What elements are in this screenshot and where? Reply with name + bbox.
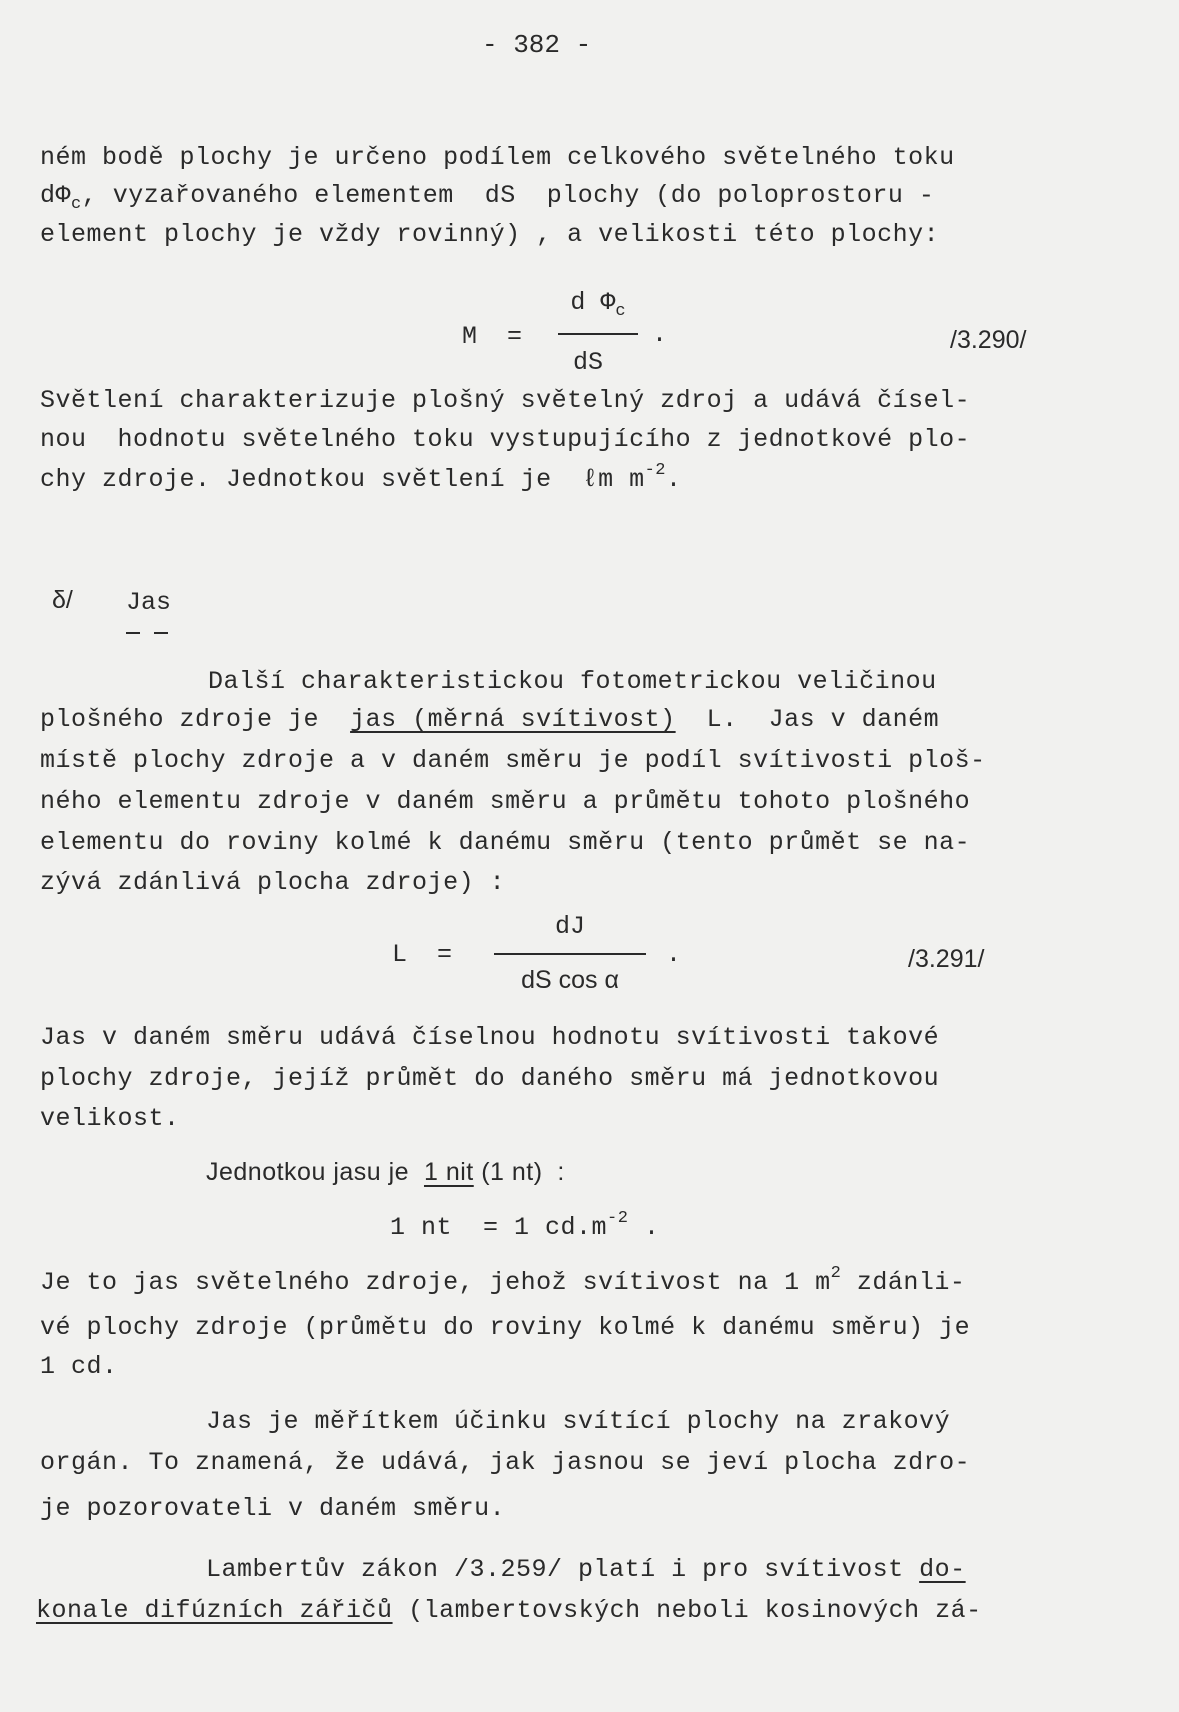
eq291-numerator: dJ — [554, 912, 585, 941]
para3-line4: ného elementu zdroje v daném směru a průmětu tohoto plošného — [40, 787, 971, 816]
unit-definition-end: . — [628, 1213, 660, 1242]
unit-definition — [390, 1209, 660, 1242]
term-jas: jas (měrná svítivost) — [350, 705, 676, 734]
eq291-dot: . — [666, 940, 682, 969]
para5-line1-text: Je to jas světelného zdroje, jehož svítivost na 1 m — [40, 1268, 831, 1297]
term-difuznich-zaricu: konale difúzních zářičů — [36, 1596, 393, 1625]
para3-line5: elementu do roviny kolmé k danému směru (tento průmět se na- — [40, 828, 971, 857]
para7-line2-end: (lambertovských neboli kosinových zá- — [392, 1596, 982, 1625]
section-marker: δ/ — [52, 586, 73, 614]
para4-line1: Jas v daném směru udává číselnou hodnotu svítivosti takové — [40, 1023, 940, 1052]
eq290-numerator — [548, 288, 648, 321]
para7-line1 — [206, 1555, 966, 1584]
section-title: Jas — [126, 588, 172, 617]
term-dokonale: do- — [919, 1555, 966, 1584]
para5-exponent: 2 — [830, 1264, 842, 1283]
unit-line-text: Jednotkou jasu je — [206, 1158, 424, 1186]
section-title-dash-1 — [126, 632, 140, 634]
para6-line2: orgán. To znamená, že udává, jak jasnou se jeví plocha zdro- — [40, 1448, 971, 1477]
eq290-lhs: M = — [462, 322, 523, 351]
para3-line2-end: L. Jas v daném — [675, 705, 940, 734]
eq291-denominator: dS cos α — [521, 966, 619, 994]
unit-line-end: (1 nt) : — [473, 1158, 565, 1186]
para1-line2 — [40, 181, 935, 214]
eq291-lhs: L = — [392, 940, 453, 969]
para7-line2 — [36, 1596, 982, 1625]
para7-line1-text: Lambertův zákon /3.259/ platí i pro svítivost — [206, 1555, 920, 1584]
eq291-fraction-bar — [494, 953, 646, 955]
para2-exponent: -2 — [644, 461, 667, 480]
para5-line1 — [40, 1264, 966, 1297]
para1-line3: element plochy je vždy rovinný) , a velikosti této plochy: — [40, 220, 940, 249]
para4-line3: velikost. — [40, 1104, 180, 1133]
para1-line1: ném bodě plochy je určeno podílem celkového světelného toku — [40, 143, 955, 172]
eq290-numerator-sub: c — [615, 302, 626, 321]
para3-line6: zývá zdánlivá plocha zdroje) : — [40, 868, 506, 897]
eq290-fraction-bar — [558, 333, 638, 335]
para2-line1: Světlení charakterizuje plošný světelný zdroj a udává čísel- — [40, 386, 971, 415]
unit-exponent: -2 — [607, 1209, 629, 1228]
eq290-numerator-text: d Φ — [570, 288, 616, 317]
para3-line3: místě plochy zdroje a v daném směru je podíl svítivosti ploš- — [40, 746, 986, 775]
eq290-denominator: dS — [572, 348, 603, 377]
para5-line2: vé plochy zdroje (průmětu do roviny kolmé k danému směru) je — [40, 1313, 971, 1342]
para5-line1-end: zdánli- — [841, 1268, 966, 1297]
para3-line2 — [40, 705, 939, 734]
para3-line2-text: plošného zdroje je — [40, 705, 351, 734]
para2-line3 — [40, 461, 682, 494]
para3-line1: Další charakteristickou fotometrickou veličinou — [208, 667, 937, 696]
para4-line2: plochy zdroje, jejíž průmět do daného směru má jednotkovou — [40, 1064, 940, 1093]
eq290-number: /3.290/ — [950, 326, 1027, 354]
para5-line3: 1 cd. — [40, 1352, 118, 1381]
para6-line3: je pozorovateli v daném směru. — [40, 1494, 506, 1523]
unit-definition-text: 1 nt = 1 cd.m — [390, 1213, 608, 1242]
unit-nit: 1 nit — [423, 1158, 474, 1186]
phi-symbol: dΦ — [40, 181, 72, 210]
para6-line1: Jas je měřítkem účinku svítící plochy na zrakový — [206, 1407, 951, 1436]
section-title-dash-2 — [154, 632, 168, 634]
page-number: - 382 - — [482, 30, 592, 60]
para2-line3-end: . — [666, 465, 682, 494]
para1-line2-text: , vyzařovaného elementem dS plochy (do poloprostoru - — [81, 181, 935, 210]
eq291-number: /3.291/ — [908, 945, 985, 973]
unit-line — [206, 1158, 565, 1187]
para2-line3-text: chy zdroje. Jednotkou světlení je ℓm m — [40, 465, 645, 494]
eq290-dot: . — [652, 320, 668, 349]
phi-subscript: c — [71, 195, 82, 214]
para2-line2: nou hodnotu světelného toku vystupujícího z jednotkové plo- — [40, 425, 971, 454]
